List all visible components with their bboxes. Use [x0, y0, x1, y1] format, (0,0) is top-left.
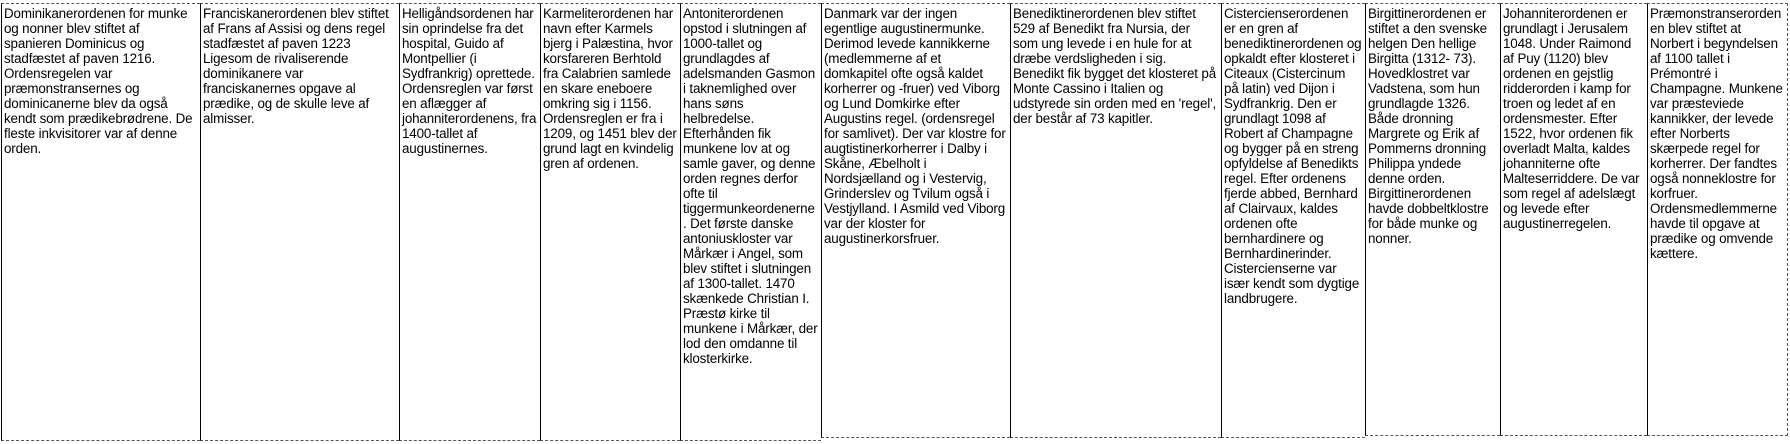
column-text: Johanniterordenen er grundlagt i Jerusalem 1048. Under Raimond af Puy (1120) blev ordenen en gejstlig ridderorden i kamp for troen og ledet af en ordensmester. Efter 1522, hvor ordenen fik overladt Malta, kaldes johanniterne ofte Malteserriddere. De var som regel af adelslægt og levede efter augustinerregelen.: [1503, 6, 1640, 231]
column-benediktinerordenen: [1010, 3, 1221, 438]
column-franciskanerordenen: [200, 3, 399, 441]
column-text: Franciskanerordenen blev stiftet af Frans af Assisi og dens regel stadfæstet af paven 1223 Ligesom de rivaliserende dominikanere var franciskanernes opgave al prædike, og de skulle leve af almisser.: [203, 6, 389, 126]
column-augustinere: [821, 3, 1010, 438]
column-text: Karmeliterordenen har navn efter Karmels bjerg i Palæstina, hvor korsfareren Berhtold fra Calabrien samlede en skare eneboere omkring sig i 1156. Ordensreglen er fra i 1209, og 1451 blev der grund lagt en kvindelig gren af ordenen.: [543, 6, 677, 171]
column-text: Birgittinerordenen er stiftet a den svenske helgen Den hellige Birgitta (1312- 73). Hovedklostret var Vadstena, som hun grundlagde 1326. Både dronning Margrete og Erik af Pommerns dronning Philippa yndede denne orden. Birgittinerordenen havde dobbeltklostre for både munke og nonner.: [1368, 6, 1489, 246]
column-antoniterordenen: [680, 3, 821, 441]
column-praemonstranserordenen: [1647, 3, 1788, 436]
column-text: Cistercienserordenen er en gren af benediktinerordenen og opkaldt efter klosteret i Citeaux (Cistercinum på latin) ved Dijon i Sydfrankrig. Den er grundlagt 1098 af Robert af Champagne og bygger på en streng opfyldelse af Benedikts regel. Efter ordenens fjerde abbed, Bernhard af Clairvaux, kaldes ordenen ofte bernhardinere og Bernhardinerinder. Cistercienserne var især kendt som dygtige landbrugere.: [1224, 6, 1362, 306]
column-text: Benediktinerordenen blev stiftet 529 af Benedikt fra Nursia, der som ung levede i en hule for at dræbe verdsligheden i sig. Benedikt fik bygget det klosteret på Monte Cassino i Italien og udstyrede sin orden med en 'regel', der består af 73 kapitler.: [1013, 6, 1217, 126]
column-cistercienserordenen: [1221, 3, 1365, 438]
column-text: Præmonstranserorden en blev stiftet at Norbert i begyndelsen af 1100 tallet i Prémontré i Champagne. Munkene var præsteviede kannikker, der levede efter Norberts skærpede regel for korherrer. Der fandtes også nonneklostre for korfruer. Ordensmedlemmerne havde til opgave at prædike og omvende kættere.: [1650, 6, 1783, 261]
column-text: Helligåndsordenen har sin oprindelse fra det hospital, Guido af Montpellier (i Sydfrankrig) oprettede. Ordensreglen var først en aflægger af johanniterordenens, fra 1400-tallet af augustinernes.: [402, 6, 537, 156]
column-birgittinerordenen: [1365, 3, 1500, 436]
column-text: Dominikanerordenen for munke og nonner blev stiftet af spanieren Dominicus og stadfæstet af paven 1216. Ordensregelen var præmonstransernes og dominicanerne blev da også kendt som prædikebrødrene. De fleste inkvisitorer var af denne orden.: [4, 6, 193, 156]
column-helligaandsordenen: [399, 3, 540, 441]
column-dominikanerordenen: [1, 3, 200, 441]
column-text: Danmark var der ingen egentlige augustinermunke. Derimod levede kannikkerne (medlemmerne af et domkapitel ofte også kaldet korherrer og -fruer) ved Viborg og Lund Domkirke efter Augustins regel. (ordensregel for samlivet). Der var klostre for augtistinerkorherrer i Dalby i Skåne, Æbelholt i Nordsjælland og i Vestervig, Grinderslev og Tvilum også i Vestjylland. I Asmild ved Viborg var der kloster for augustinerkorsfruer.: [824, 6, 1006, 246]
column-karmeliterordenen: [540, 3, 680, 441]
column-johanniterordenen: [1500, 3, 1647, 436]
column-text: Antoniterordenen opstod i slutningen af 1000-tallet og grundlagdes af adelsmanden Gasmon i taknemlighed over hans søns helbredelse. Efterhånden fik munkene lov at og samle gaver, og denne orden regnes derfor ofte til tiggermunkeordenerne. Det første danske antoniuskloster var Mårkær i Angel, som blev stiftet i slutningen af 1300-tallet. 1470 skænkede Christian I. Præstø kirke til munkene i Mårkær, der lod den omdanne til klosterkirke.: [683, 6, 818, 366]
